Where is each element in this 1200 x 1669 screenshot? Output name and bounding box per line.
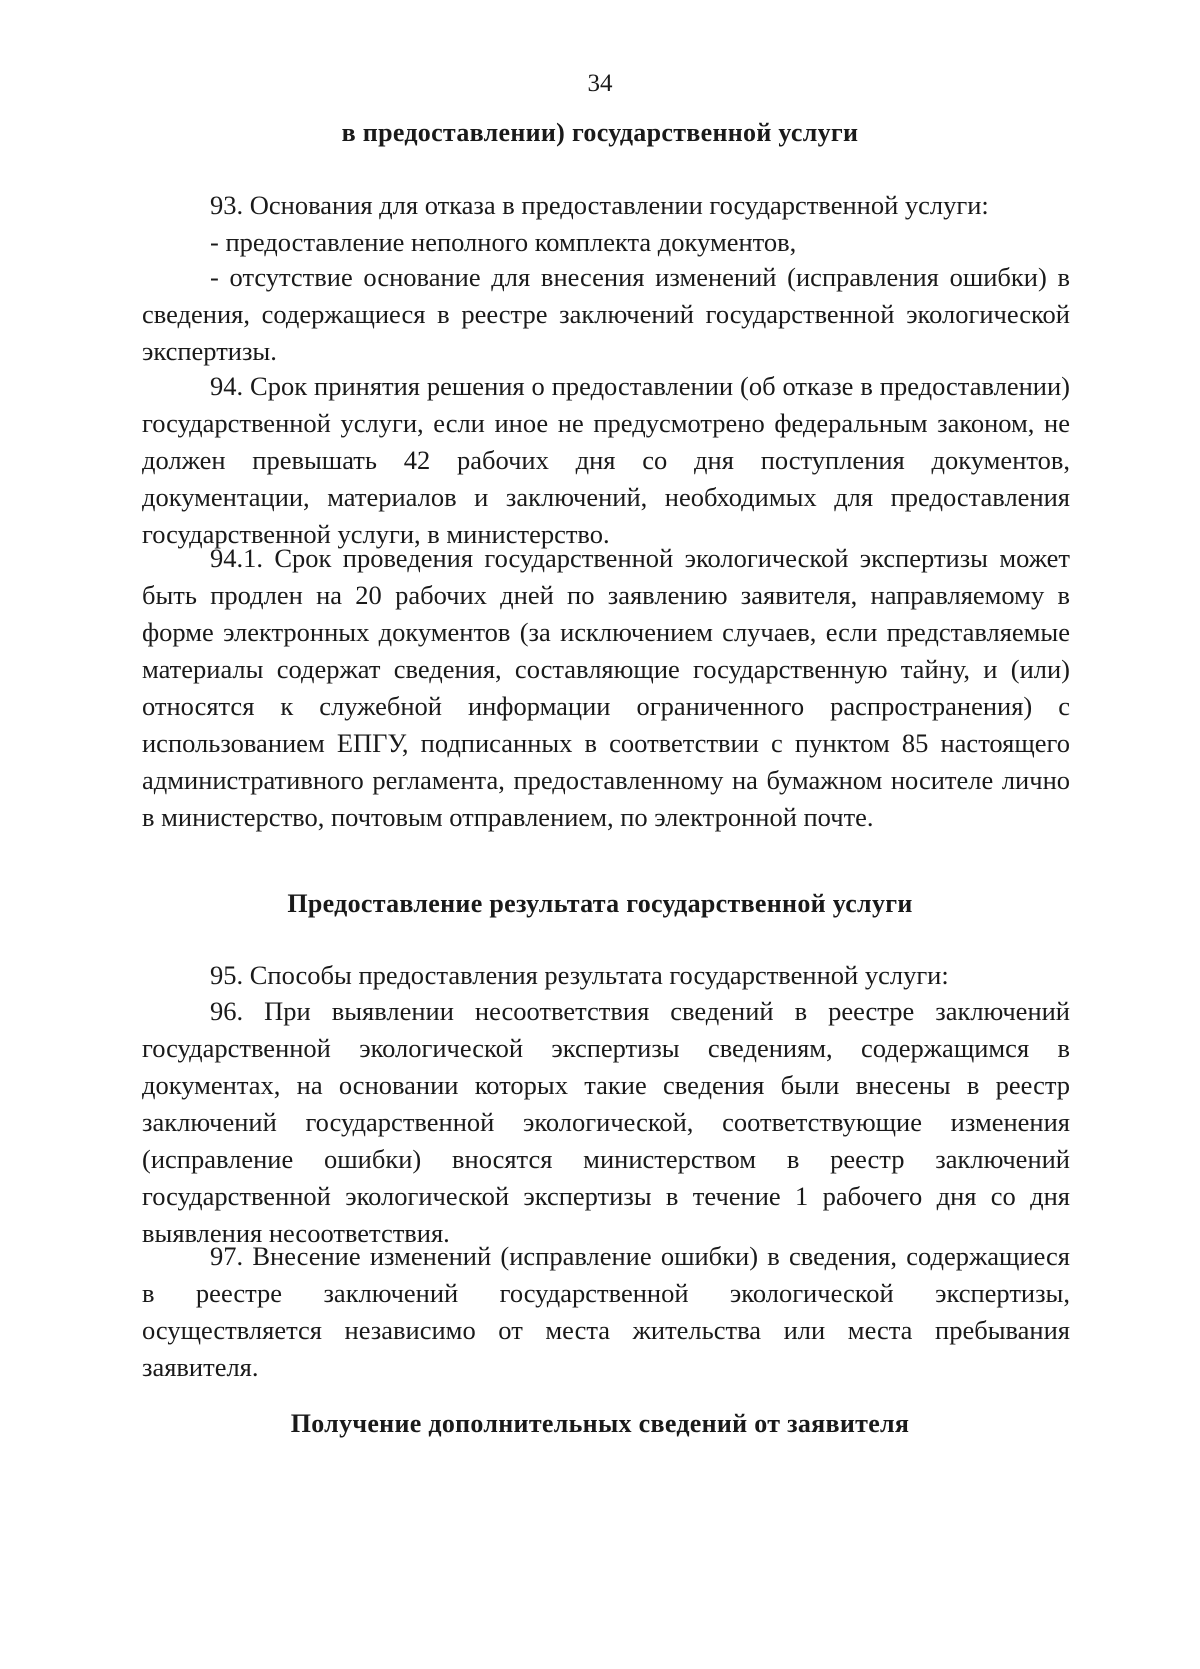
paragraph-96: 96. При выявлении несоответствия сведений в реестре заключений государственной экологической экспертизы сведениям, содержащимся в документах, на основании которых такие сведения были внесены в реестр заключений государственной экологической, соответствующие изменения (исправление ошибки) вносятся министерством в реестр заключений государственной экологической экспертизы в течение 1 рабочего дня со дня выявления несоответствия.	[142, 996, 1070, 1248]
page-number: 34	[587, 70, 613, 97]
paragraph-94: 94. Срок принятия решения о предоставлении (об отказе в предоставлении) государственной услуги, если иное не предусмотрено федеральным законом, не должен превышать 42 рабочих дня со дня поступления документов, документации, материалов и заключений, необходимых для предоставления государственной услуги, в министерство.	[142, 371, 1070, 549]
paragraph-97: 97. Внесение изменений (исправление ошибки) в сведения, содержащиеся в реестре заключений государственной экологической экспертизы, осуществляется независимо от места жительства или места пребывания заявителя.	[142, 1241, 1070, 1382]
paragraph-95: 95. Способы предоставления результата государственной услуги:	[210, 960, 949, 990]
section-heading-continued: в предоставлении) государственной услуги	[341, 118, 859, 147]
section-heading-result: Предоставление результата государственной услуги	[287, 889, 913, 918]
paragraph-93-item-2: - отсутствие основание для внесения изменений (исправления ошибки) в сведения, содержащиеся в реестре заключений государственной экологической экспертизы.	[142, 262, 1070, 366]
paragraph-94-1: 94.1. Срок проведения государственной экологической экспертизы может быть продлен на 20 рабочих дней по заявлению заявителя, направляемому в форме электронных документов (за исключением случаев, если представляемые материалы содержат сведения, составляющие государственную тайну, и (или) относятся к служебной информации ограниченного распространения) с использованием ЕПГУ, подписанных в соответствии с пунктом 85 настоящего административного регламента, предоставленному на бумажном носителе лично в министерство, почтовым отправлением, по электронной почте.	[142, 543, 1070, 832]
paragraph-93: 93. Основания для отказа в предоставлении государственной услуги:	[210, 190, 989, 220]
paragraph-93-item-1: - предоставление неполного комплекта документов,	[210, 227, 797, 257]
section-heading-additional: Получение дополнительных сведений от заявителя	[290, 1409, 910, 1438]
